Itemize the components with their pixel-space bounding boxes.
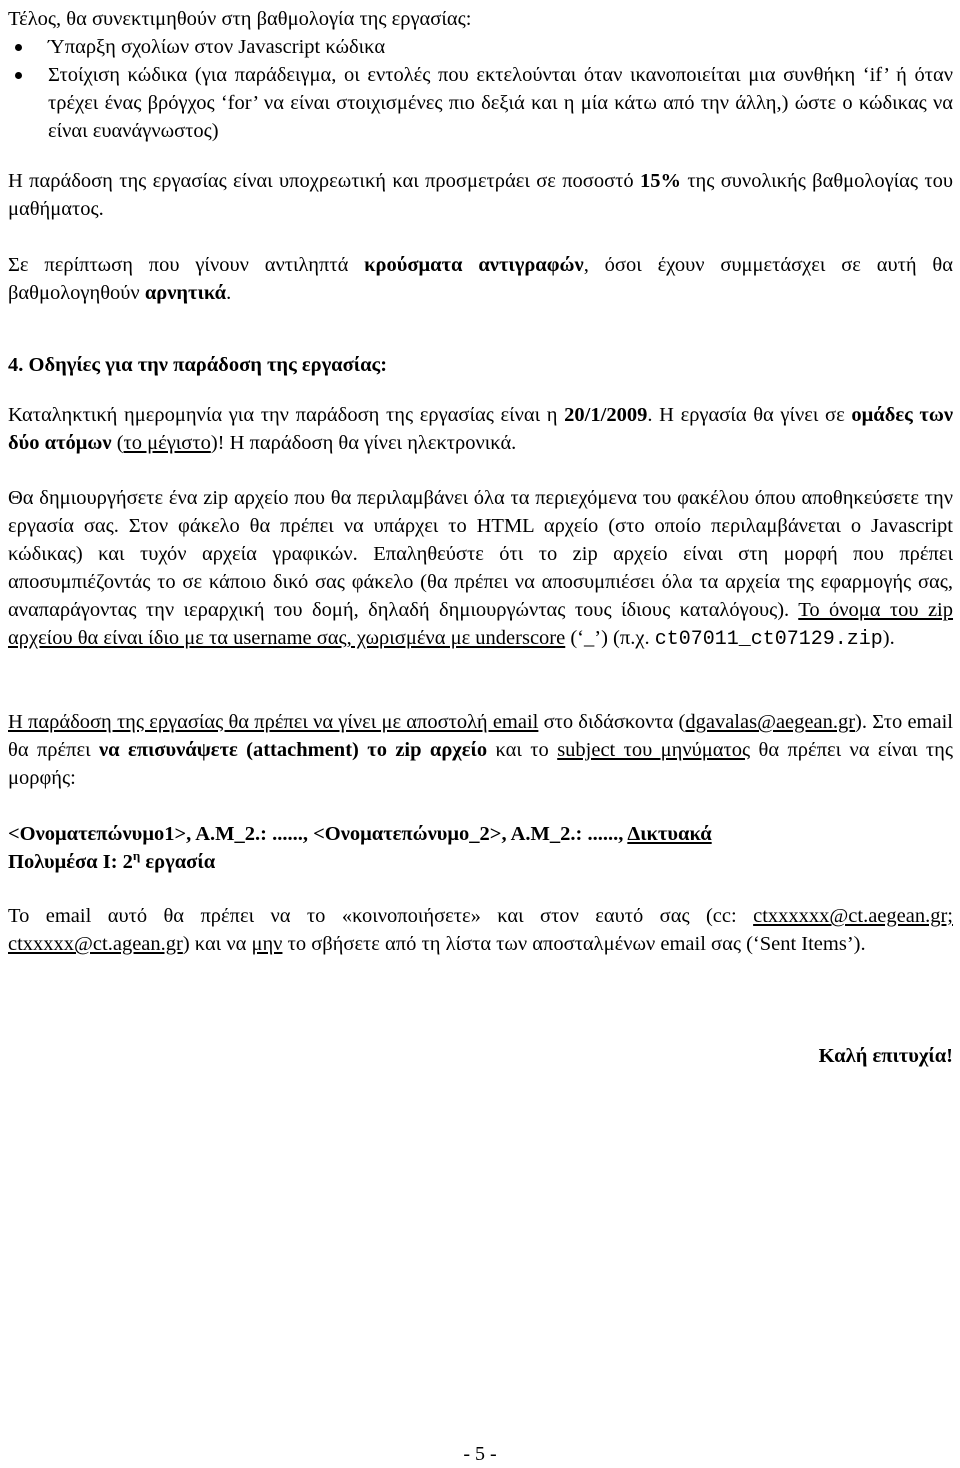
section-number: 4.	[8, 354, 24, 376]
email-text-mid: ). Στο email θα πρέπει	[8, 711, 953, 761]
mandatory-text: Η παράδοση της εργασίας είναι υποχρεωτική και προσμετράει σε ποσοστό	[8, 170, 640, 192]
zip-name-rule: Το όνομα του zip αρχείου θα είναι ίδιο με τα username σας, χωρισμένα με underscore	[8, 599, 954, 649]
intro-text: Τέλος, θα συνεκτιμηθούν στη βαθμολογία της εργασίας:	[8, 8, 472, 30]
deadline-paragraph	[8, 401, 953, 457]
cc-paragraph	[8, 902, 953, 958]
zip-text-mid: (‘_’) (π.χ.	[565, 627, 655, 649]
email-text-end: θα πρέπει να είναι της μορφής:	[8, 739, 953, 789]
plagiarism-bold: κρούσματα αντιγραφών	[364, 254, 584, 276]
groups-bold: ομάδες των δύο ατόμων	[8, 404, 953, 454]
list-item: Στοίχιση κώδικα (για παράδειγμα, οι εντολές που εκτελούνται όταν ικανοποιείται μια συνθήκη ‘if’ ή όταν τρέχει ένας βρόγχος ‘for’ να είναι στοιχισμένες πιο δεξιά και η μία κάτω από την άλλη,) ώστε ο κώδικας να είναι ευανάγνωστος)	[8, 61, 953, 145]
cc-text-mid: ) και να	[182, 933, 252, 955]
page-number: - 5 -	[463, 1443, 497, 1465]
section-title: Οδηγίες για την παράδοση της εργασίας:	[28, 354, 388, 376]
subject-format-line1: <Ονοματεπώνυμο1>, Α.Μ_2.: ......, <Ονοματεπώνυμο_2>, Α.Μ_2.: ......,	[8, 823, 628, 845]
instructor-email-link[interactable]: dgavalas@aegean.gr	[685, 711, 856, 733]
subject-underlined: subject του μηνύματος	[557, 739, 751, 761]
cc-text-end: το σβήσετε από τη λίστα των αποσταλμένων email σας (‘Sent Items’).	[282, 933, 866, 955]
deadline-date: 20/1/2009	[564, 404, 648, 426]
cc-email-links[interactable]: ctxxxxxx@ct.aegean.gr; ctxxxxx@ct.agean.gr	[8, 905, 953, 955]
section-heading	[8, 351, 953, 379]
zip-text: Θα δημιουργήσετε ένα zip αρχείο που θα περιλαμβάνει όλα τα περιεχόμενα του φακέλου όπου αποθηκεύσετε την εργασία σας. Στον φάκελο θα πρέπει να υπάρχει το HTML αρχείο (στο οποίο περιλαμβάνεται ο Javascript κώδικας) και τυχόν αρχεία γραφικών. Επαληθεύστε ότι το zip αρχείο είναι στη μορφή που πρέπει αποσυμπιέζοντάς το σε κάποιο δικό σας φάκελο (θα πρέπει να αποσυμπιέσει όλα τα αρχεία της εφαρμογής σας, αναπαράγοντας την ιεραρχική του δομή, δηλαδή δημιουργώντας τους ίδιους καταλόγους).	[8, 487, 953, 621]
deadline-text: Καταληκτική ημερομηνία για την παράδοση της εργασίας είναι η	[8, 404, 565, 426]
zip-example-filename: ct07011_ct07129.zip	[654, 628, 883, 651]
zip-paragraph	[8, 484, 953, 654]
paren-open: (	[111, 432, 124, 454]
attach-bold: να επισυνάψετε (attachment) το zip αρχείο	[98, 739, 488, 761]
email-text: στο διδάσκοντα (	[538, 711, 686, 733]
closing-text: Καλή επιτυχία!	[818, 1045, 953, 1067]
not-underlined: μην	[251, 933, 283, 955]
plagiarism-text-mid: , όσοι έχουν συμμετάσχει σε αυτή θα βαθμολογηθούν	[8, 254, 953, 304]
plagiarism-text-end: .	[226, 282, 232, 304]
percentage-value: 15%	[639, 170, 681, 192]
criteria-list	[8, 33, 953, 145]
superscript-eta: η	[132, 848, 141, 863]
max-underlined: το μέγιστο	[123, 432, 211, 454]
course-underlined: Δικτυακά	[627, 823, 712, 845]
subject-format-line2-end: εργασία	[140, 851, 216, 873]
email-text-mid2: και το	[487, 739, 558, 761]
plagiarism-paragraph	[8, 251, 953, 307]
deadline-text-end: )! Η παράδοση θα γίνει ηλεκτρονικά.	[210, 432, 517, 454]
mandatory-paragraph	[8, 167, 953, 223]
mandatory-text-end: της συνολικής βαθμολογίας του μαθήματος.	[8, 170, 953, 220]
list-item: Ύπαρξη σχολίων στον Javascript κώδικα	[8, 33, 953, 61]
plagiarism-text: Σε περίπτωση που γίνουν αντιληπτά	[8, 254, 365, 276]
negative-bold: αρνητικά	[144, 282, 227, 304]
deadline-text-mid: . Η εργασία θα γίνει σε	[647, 404, 852, 426]
email-delivery-underlined: Η παράδοση της εργασίας θα πρέπει να γίνει με αποστολή email	[8, 711, 539, 733]
subject-format	[8, 820, 953, 876]
subject-format-line2: Πολυμέσα Ι: 2	[8, 851, 133, 873]
zip-text-end: ).	[882, 627, 895, 649]
cc-text: Το email αυτό θα πρέπει να το «κοινοποιήσετε» και στον εαυτό σας (cc:	[8, 905, 754, 927]
email-paragraph	[8, 708, 953, 792]
